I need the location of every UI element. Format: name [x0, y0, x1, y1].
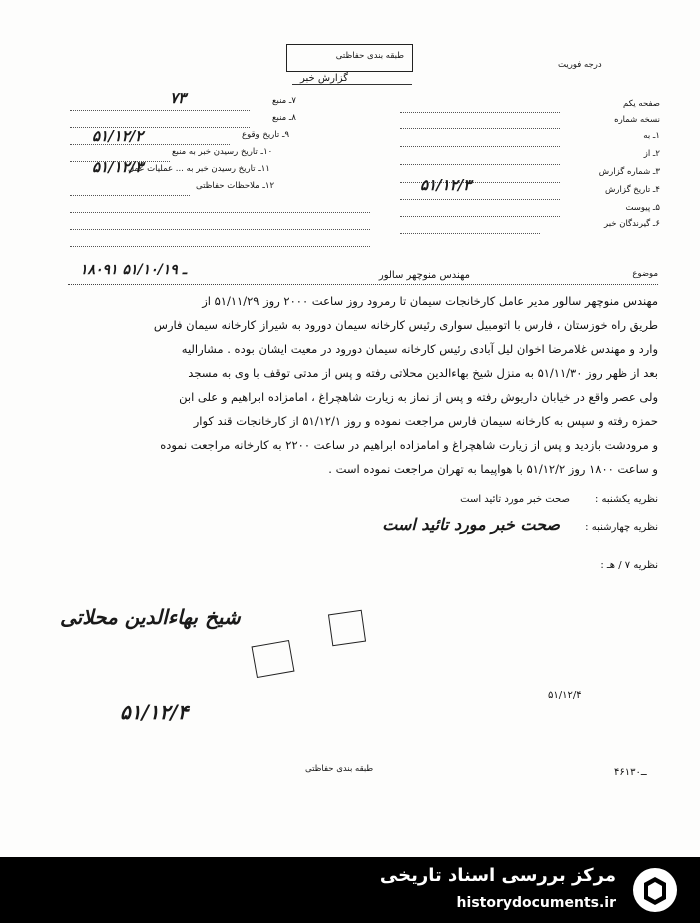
divider	[68, 284, 658, 285]
handwritten-date: ۵۱/۱۲/۳	[420, 176, 472, 194]
handwritten-note: صحت خبر مورد تائید است	[382, 515, 560, 534]
subject-label: موضوع	[632, 269, 658, 279]
stamp-mark	[328, 610, 366, 646]
dotted-line	[400, 112, 560, 113]
field-attachment: ۵ـ پیوست	[625, 203, 660, 213]
divider	[292, 84, 412, 85]
urgency-label: درجه فوریت	[558, 60, 602, 70]
dotted-line	[400, 199, 560, 200]
dotted-line	[400, 128, 560, 129]
handwritten-note: شیخ بهاءالدین محلاتی	[60, 605, 241, 629]
opinion-label: نظریه یکشنبه :	[595, 494, 658, 505]
stamp-mark	[252, 640, 295, 678]
field-report-number: ۳ـ شماره گزارش	[598, 167, 660, 177]
dotted-line	[70, 246, 370, 247]
body-line: و ساعت ۱۸۰۰ روز ۵۱/۱۲/۲ با هواپیما به تهران مراجعت نموده است .	[328, 462, 658, 476]
field-source: ۷ـ منبع	[272, 96, 296, 106]
dotted-line	[400, 216, 560, 217]
handwritten-number: ۷۳	[170, 89, 187, 107]
field-source-2: ۸ـ منبع	[272, 113, 296, 123]
subject-value: مهندس منوچهر سالور	[378, 270, 470, 281]
field-news-received-date: ۱۰ـ تاریخ رسیدن خبر به منبع	[172, 147, 273, 157]
body-line: و مرودشت بازدید و پس از زیارت شاهچراغ و امامزاده ابراهیم در ساعت ۲۲۰۰ به کارخانه مراجعت نموده	[160, 438, 658, 452]
dotted-line	[400, 233, 540, 234]
body-line: ولی عصر واقع در خیابان داریوش رفته و پس از نماز به زیارت شاهچراغ ، امامزاده ابراهیم و علی ابن	[179, 390, 658, 404]
classification-stamp-top	[286, 44, 413, 72]
field-to: ۱ـ به	[643, 131, 660, 141]
footer-banner	[0, 857, 700, 923]
report-title: گزارش خبر	[300, 73, 348, 84]
field-recipients: ۶ـ گیرندگان خبر	[604, 219, 660, 229]
body-line: مهندس منوچهر سالور مدیر عامل کارخانجات سیمان تا رمرود روز ساعت ۲۰۰۰ روز ۵۱/۱۱/۲۹ از	[202, 294, 658, 308]
logo-icon	[630, 865, 680, 915]
field-copy: نسخه شماره	[614, 115, 660, 125]
footer-url: historydocuments.ir	[456, 895, 616, 911]
dotted-line	[400, 146, 560, 147]
dotted-line	[70, 195, 190, 196]
opinion-label: نظریه چهارشنبه :	[585, 522, 658, 533]
body-line: طریق راه خوزستان ، فارس با اتومبیل سواری رئیس کارخانه سیمان دورود به شیراز کارخانه سیمان فارس	[153, 318, 658, 332]
field-security-notes: ۱۲ـ ملاحظات حفاظتی	[196, 181, 275, 191]
dotted-line	[70, 110, 250, 111]
handwritten-date: ۵۱/۱۲/۴	[120, 700, 189, 724]
body-line: حمزه رفته و سپس به کارخانه سیمان فارس مراجعت نموده و روز ۵۱/۱۲/۱ از کارخانجات قند کوار	[193, 414, 658, 428]
opinion-label: نظریه ۷ / هـ :	[600, 560, 658, 571]
body-line: بعد از ظهر روز ۵۱/۱۱/۳۰ به منزل شیخ بهاءالدین محلاتی رفته و پس از مدتی توقف با وی به مسجد	[188, 366, 658, 380]
body-line: وارد و مهندس غلامرضا اخوان لیل آبادی رئیس کارخانه سیمان دورود در معیت ایشان بوده . مشارالیه	[181, 342, 658, 356]
opinion-text: صحت خبر مورد تائید است	[460, 494, 570, 505]
dotted-line	[70, 229, 370, 230]
footer-title: مرکز بررسی اسناد تاریخی	[379, 865, 616, 886]
handwritten-date: ۵۱/۱۲/۳	[92, 158, 144, 176]
field-event-date: ۹ـ تاریخ وقوع	[242, 130, 290, 140]
field-ops-date: ۱۱ـ تاریخ رسیدن خبر به ... عملیات عمل	[128, 164, 270, 174]
field-report-date: ۴ـ تاریخ گزارش	[605, 185, 660, 195]
handwritten-reference: ۱۸۰۹۱ ـ ۵۱/۱۰/۱۹	[80, 262, 187, 278]
bottom-date: ۵۱/۱۲/۴	[548, 690, 582, 701]
field-from: ۲ـ از	[643, 149, 660, 159]
document-number: ۴۶ــ۱۳۰	[614, 767, 647, 778]
classification-label-top: طبقه بندی حفاظتی	[335, 51, 404, 61]
dotted-line	[70, 212, 370, 213]
field-page: صفحه یکم	[623, 99, 660, 109]
dotted-line	[400, 164, 560, 165]
handwritten-date: ۵۱/۱۲/۲	[92, 127, 144, 145]
classification-label-bottom: طبقه بندی حفاظتی	[305, 764, 374, 774]
